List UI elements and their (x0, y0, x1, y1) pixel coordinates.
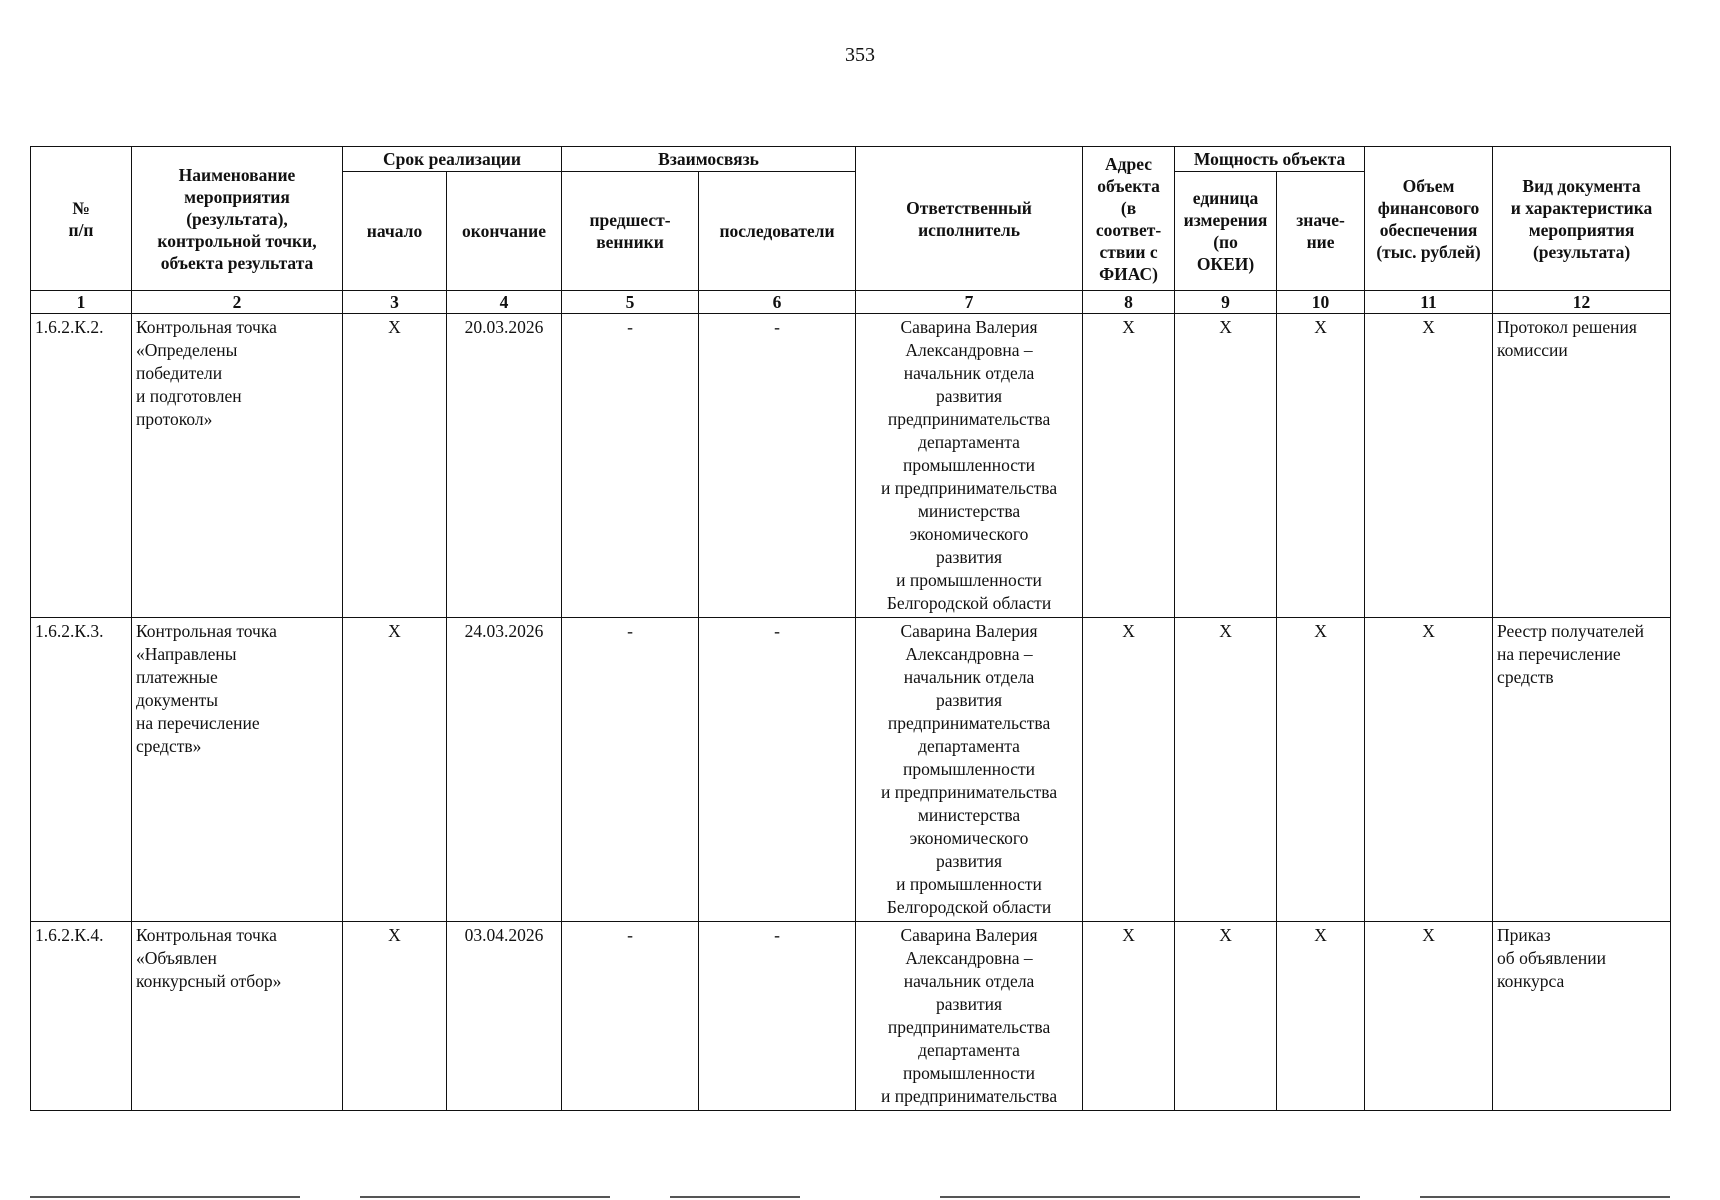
row-value: X (1277, 314, 1365, 618)
row-number: 1.6.2.К.4. (31, 922, 132, 1111)
row-name: Контрольная точка «Направлены платежные документы на перечисление средств» (132, 618, 343, 922)
column-number: 5 (562, 291, 699, 314)
row-start: X (343, 922, 447, 1111)
row-address: X (1083, 618, 1175, 922)
header-row-top (31, 147, 1671, 172)
table-row (31, 314, 1671, 618)
scan-line (30, 1196, 300, 1198)
column-number: 8 (1083, 291, 1175, 314)
table-row (31, 922, 1671, 1111)
header-unit: единица измерения (по ОКЕИ) (1175, 172, 1277, 291)
row-end: 24.03.2026 (447, 618, 562, 922)
column-number-row (31, 291, 1671, 314)
row-successors: - (699, 314, 856, 618)
row-number: 1.6.2.К.3. (31, 618, 132, 922)
header-relation-group: Взаимосвязь (562, 147, 856, 172)
row-unit: X (1175, 314, 1277, 618)
row-end: 03.04.2026 (447, 922, 562, 1111)
row-predecessors: - (562, 922, 699, 1111)
column-number: 10 (1277, 291, 1365, 314)
row-predecessors: - (562, 314, 699, 618)
header-finance: Объем финансового обеспечения (тыс. рублей) (1365, 147, 1493, 291)
row-unit: X (1175, 618, 1277, 922)
header-value: значе- ние (1277, 172, 1365, 291)
row-responsible: Саварина Валерия Александровна – начальник отдела развития предпринимательства департамента промышленности и предпринимательства (856, 922, 1083, 1111)
column-number: 3 (343, 291, 447, 314)
row-address: X (1083, 314, 1175, 618)
column-number: 4 (447, 291, 562, 314)
row-unit: X (1175, 922, 1277, 1111)
header-name: Наименование мероприятия (результата), контрольной точки, объекта результата (132, 147, 343, 291)
header-term-end: окончание (447, 172, 562, 291)
header-term-start: начало (343, 172, 447, 291)
column-number: 1 (31, 291, 132, 314)
header-successors: последователи (699, 172, 856, 291)
row-value: X (1277, 922, 1365, 1111)
row-successors: - (699, 922, 856, 1111)
row-name: Контрольная точка «Определены победители и подготовлен протокол» (132, 314, 343, 618)
column-number: 9 (1175, 291, 1277, 314)
row-predecessors: - (562, 618, 699, 922)
table-row (31, 618, 1671, 922)
header-document: Вид документа и характеристика мероприятия (результата) (1493, 147, 1671, 291)
header-capacity-group: Мощность объекта (1175, 147, 1365, 172)
row-document: Протокол решения комиссии (1493, 314, 1671, 618)
column-number: 12 (1493, 291, 1671, 314)
header-responsible: Ответственный исполнитель (856, 147, 1083, 291)
row-finance: X (1365, 922, 1493, 1111)
scan-footer-lines (30, 1196, 1670, 1198)
row-finance: X (1365, 618, 1493, 922)
row-document: Приказ об объявлении конкурса (1493, 922, 1671, 1111)
column-number: 6 (699, 291, 856, 314)
scan-line (670, 1196, 800, 1198)
row-name: Контрольная точка «Объявлен конкурсный отбор» (132, 922, 343, 1111)
row-start: X (343, 314, 447, 618)
column-number: 7 (856, 291, 1083, 314)
header-address: Адрес объекта (в соответ- ствии с ФИАС) (1083, 147, 1175, 291)
column-number: 2 (132, 291, 343, 314)
header-term-group: Срок реализации (343, 147, 562, 172)
row-successors: - (699, 618, 856, 922)
row-number: 1.6.2.К.2. (31, 314, 132, 618)
row-address: X (1083, 922, 1175, 1111)
scan-line (1420, 1196, 1670, 1198)
row-responsible: Саварина Валерия Александровна – начальник отдела развития предпринимательства департамента промышленности и предпринимательства министерства экономического развития и промышленности Белгородской области (856, 314, 1083, 618)
scan-line (940, 1196, 1360, 1198)
row-document: Реестр получателей на перечисление средств (1493, 618, 1671, 922)
row-start: X (343, 618, 447, 922)
control-points-table (30, 146, 1671, 1111)
row-end: 20.03.2026 (447, 314, 562, 618)
column-number: 11 (1365, 291, 1493, 314)
row-responsible: Саварина Валерия Александровна – начальник отдела развития предпринимательства департамента промышленности и предпринимательства министерства экономического развития и промышленности Белгородской области (856, 618, 1083, 922)
row-value: X (1277, 618, 1365, 922)
scan-line (360, 1196, 610, 1198)
row-finance: X (1365, 314, 1493, 618)
page-number: 353 (845, 44, 875, 66)
header-predecessors: предшест- венники (562, 172, 699, 291)
header-num: № п/п (31, 147, 132, 291)
